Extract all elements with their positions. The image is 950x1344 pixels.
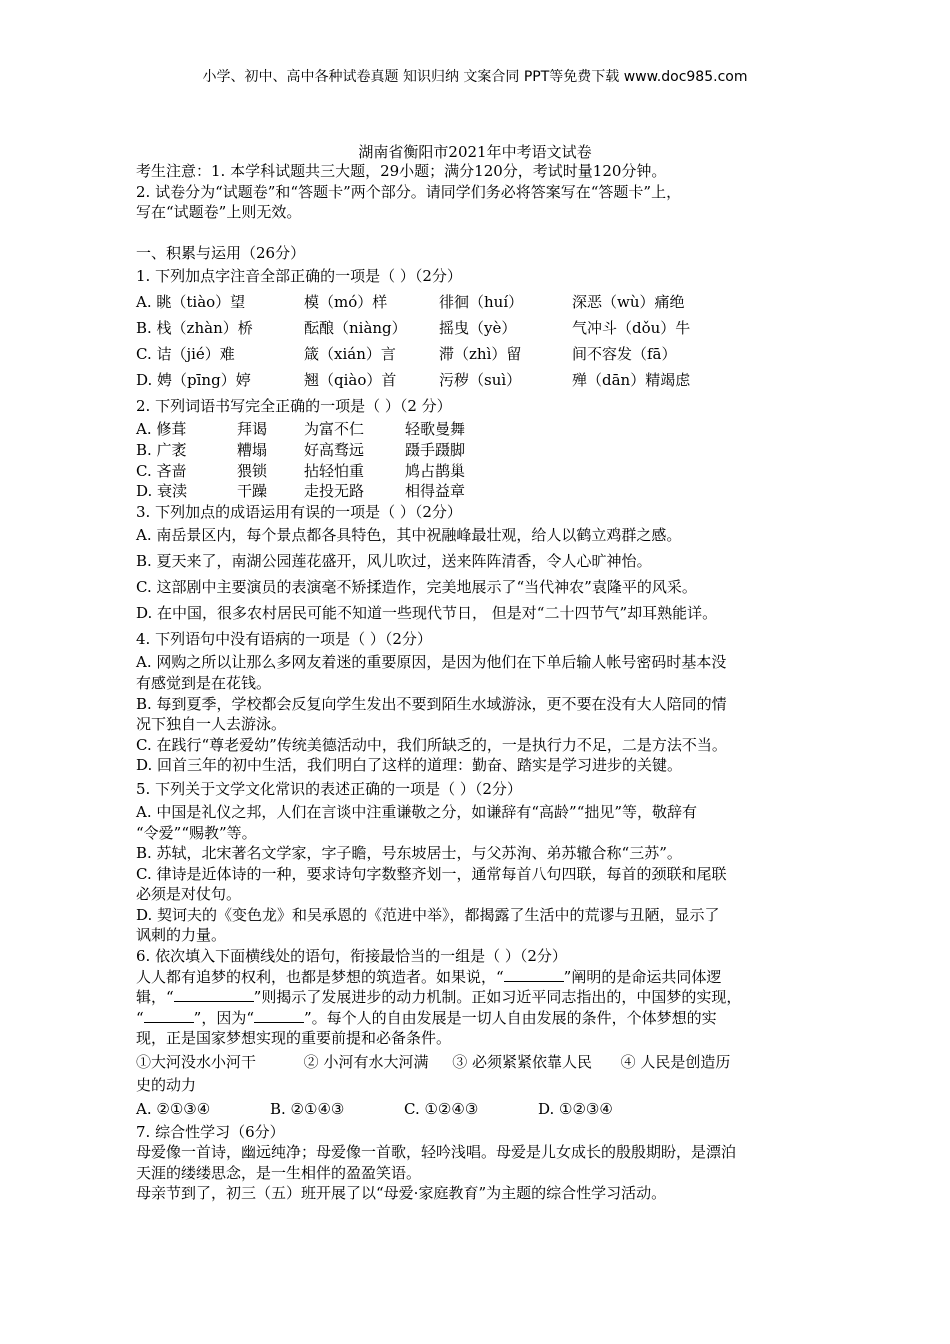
question-1-stem: 1. 下列加点字注音全部正确的一项是（ ）（2分） xyxy=(136,267,462,286)
q1-cell: 翘（qiào）首 xyxy=(304,371,397,390)
q4-option: A. 网购之所以让那么多网友着迷的重要原因，是因为他们在下单后输人帐号密码时基本没 xyxy=(136,653,727,672)
q6-text: ”，因为“ xyxy=(193,1008,255,1027)
q6-passage-line: 现，正是国家梦想实现的重要前提和必备条件。 xyxy=(136,1029,452,1048)
q2-cell: 好高骛远 xyxy=(304,440,365,459)
q2-cell: B. 广袤 xyxy=(136,440,187,459)
q2-option-row xyxy=(136,419,826,440)
answer-blank[interactable] xyxy=(174,987,254,1002)
q2-cell: 鸠占鹊巢 xyxy=(405,461,466,480)
q1-option-row xyxy=(136,289,826,315)
q2-option-row xyxy=(136,461,826,482)
q2-cell: 糟塌 xyxy=(237,440,268,459)
q1-cell: 殚（dān）精竭虑 xyxy=(572,371,691,390)
q1-cell: 深恶（wù）痛绝 xyxy=(572,293,685,312)
q7-paragraph: 母亲节到了，初三（五）班开展了以“母爱·家庭教育”为主题的综合性学习活动。 xyxy=(136,1184,667,1203)
answer-blank[interactable] xyxy=(254,1008,304,1023)
section-heading: 一、积累与运用（26分） xyxy=(136,243,306,262)
q1-cell: 间不容发（fā） xyxy=(572,345,677,364)
q1-cell: 模（mó）样 xyxy=(304,293,388,312)
q2-option-row xyxy=(136,440,826,461)
q2-cell: C. 吝啬 xyxy=(136,461,187,480)
q1-option-row xyxy=(136,341,826,367)
header-banner: 小学、初中、高中各种试卷真题 知识归纳 文案合同 PPT等免费下载 www.doc985.com xyxy=(202,69,748,85)
q5-option: D. 契诃夫的《变色龙》和吴承恩的《范进中举》，都揭露了生活中的荒谬与丑陋，显示了 xyxy=(136,905,720,924)
q2-cell: 蹑手蹑脚 xyxy=(405,440,466,459)
q5-option: 讽刺的力量。 xyxy=(136,926,227,945)
q3-option: C. 这部剧中主要演员的表演毫不矫揉造作，完美地展示了“当代神农”袁隆平的风采。 xyxy=(136,578,697,597)
page-title: 湖南省衡阳市2021年中考语文试卷 xyxy=(358,143,592,161)
q2-option-row xyxy=(136,481,826,502)
q6-choice: C. ①②④③ xyxy=(404,1099,479,1118)
q5-option: A. 中国是礼仪之邦，人们在言谈中注重谦敬之分，如谦辞有“高龄”“拙见”等，敬辞有 xyxy=(136,802,698,821)
q1-cell: 气冲斗（dǒu）牛 xyxy=(572,319,691,338)
q2-cell: 轻歌曼舞 xyxy=(405,420,466,439)
q6-passage-line xyxy=(136,987,826,1008)
q1-cell: D. 娉（pīng）婷 xyxy=(136,371,251,390)
q5-option: C. 律诗是近体诗的一种，要求诗句字数整齐划一，通常每首八句四联，每首的颈联和尾联 xyxy=(136,864,727,883)
q6-passage-line xyxy=(136,1008,826,1029)
q3-option: B. 夏天来了，南湖公园莲花盛开，风儿吹过，送来阵阵清香，令人心旷神怡。 xyxy=(136,552,652,571)
q2-cell: 为富不仁 xyxy=(304,420,365,439)
q2-cell: D. 衰渎 xyxy=(136,482,188,501)
q2-cell: 拜谒 xyxy=(237,420,268,439)
q1-option-row xyxy=(136,315,826,341)
notice-line: 考生注意：1. 本学科试题共三大题，29小题；满分120分，考试时量120分钟。 xyxy=(136,162,667,180)
q6-items: ①大河没水小河干 ② 小河有水大河满 ③ 必须紧紧依靠人民 ④ 人民是创造历 xyxy=(136,1053,731,1072)
q7-paragraph: 母爱像一首诗，幽远纯净；母爱像一首歌，轻吟浅唱。母爱是儿女成长的殷殷期盼，是漂泊 xyxy=(136,1143,737,1162)
q6-choice: B. ②①④③ xyxy=(270,1099,345,1118)
question-3-stem: 3. 下列加点的成语运用有误的一项是（ ）（2分） xyxy=(136,502,462,521)
q7-paragraph: 天涯的缕缕思念，是一生相伴的盈盈笑语。 xyxy=(136,1163,422,1182)
q6-items: 史的动力 xyxy=(136,1076,197,1095)
q6-text: ”阐明的是命运共同体逻 xyxy=(563,967,722,986)
q1-cell: 滞（zhì）留 xyxy=(439,345,522,364)
q1-cell: B. 栈（zhàn）桥 xyxy=(136,319,253,338)
q2-cell: 相得益章 xyxy=(405,482,466,501)
q1-cell: 箴（xián）言 xyxy=(304,345,396,364)
q1-cell: 摇曳（yè） xyxy=(439,319,517,338)
q6-choices xyxy=(136,1096,826,1122)
question-6-stem: 6. 依次填入下面横线处的语句，衔接最恰当的一组是（ ）（2分） xyxy=(136,947,567,966)
q2-cell: 猥锁 xyxy=(237,461,268,480)
answer-blank[interactable] xyxy=(144,1008,194,1023)
question-5-stem: 5. 下列关于文学文化常识的表述正确的一项是（ ）（2分） xyxy=(136,779,522,798)
notice-line: 写在“试题卷”上则无效。 xyxy=(136,203,302,222)
q6-text: ”。每个人的自由发展是一切人自由发展的条件，个体梦想的实 xyxy=(304,1008,717,1027)
question-2-stem: 2. 下列词语书写完全正确的一项是（ ）（2 分） xyxy=(136,397,452,416)
q1-cell: 徘徊（huí） xyxy=(439,293,524,312)
question-4-stem: 4. 下列语句中没有语病的一项是（ ）（2分） xyxy=(136,630,432,649)
q2-cell: 干躁 xyxy=(237,482,268,501)
q4-option: D. 回首三年的初中生活，我们明白了这样的道理：勤奋、踏实是学习进步的关键。 xyxy=(136,756,683,775)
q6-text: “ xyxy=(136,1008,144,1027)
q2-cell: 拈轻怕重 xyxy=(304,461,365,480)
q6-choice: D. ①②③④ xyxy=(538,1099,613,1118)
answer-blank[interactable] xyxy=(504,967,564,982)
q2-cell: A. 修葺 xyxy=(136,420,187,439)
exam-body xyxy=(136,161,826,1204)
q6-text: ”则揭示了发展进步的动力机制。正如习近平同志指出的，中国梦的实现， xyxy=(253,988,742,1007)
q3-option: D. 在中国，很多农村居民可能不知道一些现代节日， 但是对“二十四节气”却耳熟能详。 xyxy=(136,604,718,623)
q4-option: 况下独自一人去游泳。 xyxy=(136,715,287,734)
q1-cell: 酝酿（niàng） xyxy=(304,319,407,338)
q4-option: 有感觉到是在花钱。 xyxy=(136,673,272,692)
q4-option: C. 在践行“尊老爱幼”传统美德活动中，我们所缺乏的，一是执行力不足，二是方法不当。 xyxy=(136,735,727,754)
q6-passage-line xyxy=(136,967,826,988)
q1-option-row xyxy=(136,367,826,393)
question-7-stem: 7. 综合性学习（6分） xyxy=(136,1122,285,1141)
q6-choice: A. ②①③④ xyxy=(136,1099,211,1118)
q3-option: A. 南岳景区内，每个景点都各具特色，其中祝融峰最壮观，给人以鹤立鸡群之感。 xyxy=(136,526,682,545)
q1-cell: 污秽（suì） xyxy=(439,371,522,390)
q5-option: 必须是对仗句。 xyxy=(136,885,242,904)
q6-text: 人人都有追梦的权利，也都是梦想的筑造者。如果说，“ xyxy=(136,967,504,986)
notice-line: 2. 试卷分为“试题卷”和“答题卡”两个部分。请同学们务必将答案写在“答题卡”上， xyxy=(136,182,682,201)
q1-cell: C. 诘（jié）难 xyxy=(136,345,235,364)
q5-option: “令爱”“赐教”等。 xyxy=(136,823,257,842)
q5-option: B. 苏轼，北宋著名文学家，字子瞻，号东坡居士，与父苏洵、弟苏辙合称“三苏”。 xyxy=(136,844,682,863)
q2-cell: 走投无路 xyxy=(304,482,365,501)
q1-cell: A. 眺（tiào）望 xyxy=(136,293,246,312)
q4-option: B. 每到夏季，学校都会反复向学生发出不要到陌生水域游泳，更不要在没有大人陪同的情 xyxy=(136,694,727,713)
q6-text: 辑，“ xyxy=(136,988,174,1007)
